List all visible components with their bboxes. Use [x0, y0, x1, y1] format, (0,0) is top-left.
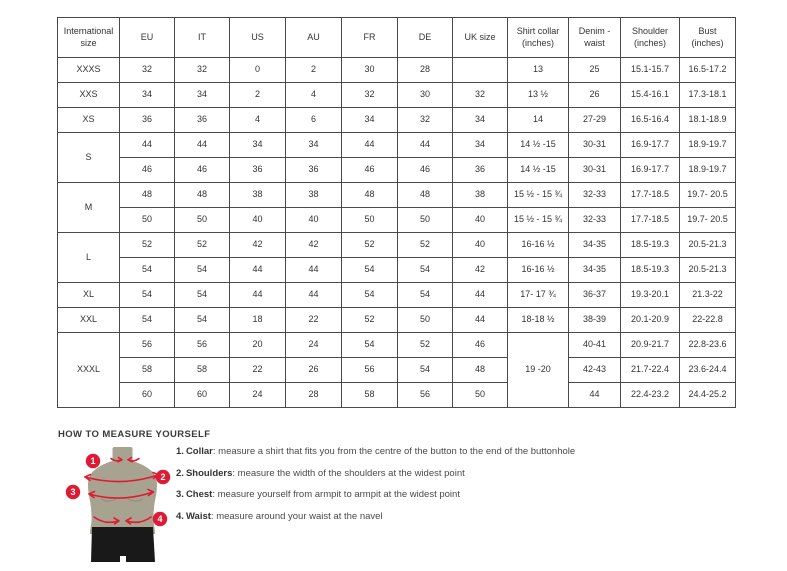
cell: 46 — [175, 158, 230, 183]
item-label: Shoulders — [185, 467, 233, 479]
size-cell: XS — [58, 108, 120, 133]
item-label: Collar — [185, 446, 213, 457]
cell: 25 — [569, 58, 621, 83]
cell: 42 — [453, 258, 508, 283]
size-cell: L — [58, 233, 120, 283]
cell: 54 — [342, 333, 398, 358]
cell: 16-16 ½ — [508, 233, 569, 258]
cell: 48 — [120, 183, 175, 208]
table-row — [58, 108, 736, 133]
badge-4-number: 4 — [157, 514, 163, 525]
cell: 16.5-17.2 — [680, 58, 736, 83]
cell: 56 — [175, 333, 230, 358]
cell: 46 — [342, 158, 398, 183]
item-text: : measure yourself from armpit to armpit at the widest point — [212, 489, 460, 500]
cell: 36 — [175, 108, 230, 133]
cell: 34 — [120, 83, 175, 108]
cell: 42 — [286, 233, 342, 258]
cell: 20.1-20.9 — [621, 308, 680, 333]
cell: 38 — [453, 183, 508, 208]
cell: 56 — [120, 333, 175, 358]
cell: 44 — [286, 258, 342, 283]
cell: 23.6-24.4 — [680, 358, 736, 383]
cell: 52 — [398, 333, 453, 358]
cell: 13 — [508, 58, 569, 83]
cell: 54 — [398, 283, 453, 308]
size-cell: XL — [58, 283, 120, 308]
cell: 40 — [453, 233, 508, 258]
cell: 54 — [398, 358, 453, 383]
col-header: US — [230, 18, 286, 58]
cell: 50 — [398, 208, 453, 233]
cell: 44 — [453, 283, 508, 308]
cell: 30-31 — [569, 133, 621, 158]
item-label: Chest — [185, 489, 213, 500]
cell: 34 — [230, 133, 286, 158]
cell: 20 — [230, 333, 286, 358]
item-text: : measure a shirt that fits you from the centre of the button to the end of the buttonhole — [212, 446, 576, 457]
list-item — [176, 511, 575, 523]
cell: 46 — [453, 333, 508, 358]
cell: 44 — [569, 383, 621, 408]
list-item — [176, 489, 575, 501]
cell: 34 — [453, 133, 508, 158]
col-header: FR — [342, 18, 398, 58]
col-header: AU — [286, 18, 342, 58]
cell: 28 — [286, 383, 342, 408]
cell: 50 — [342, 208, 398, 233]
cell: 16-16 ½ — [508, 258, 569, 283]
cell: 14 ½ -15 — [508, 133, 569, 158]
cell: 54 — [342, 283, 398, 308]
cell: 52 — [342, 233, 398, 258]
cell: 44 — [342, 133, 398, 158]
col-header: EU — [120, 18, 175, 58]
cell: 20.5-21.3 — [680, 258, 736, 283]
col-header: Shirt collar (inches) — [508, 18, 569, 58]
cell: 54 — [398, 258, 453, 283]
cell: 32 — [398, 108, 453, 133]
cell: 24.4-25.2 — [680, 383, 736, 408]
cell: 19.3-20.1 — [621, 283, 680, 308]
cell: 22.8-23.6 — [680, 333, 736, 358]
cell: 34-35 — [569, 233, 621, 258]
cell: 21.7-22.4 — [621, 358, 680, 383]
cell: 34-35 — [569, 258, 621, 283]
cell: 0 — [230, 58, 286, 83]
cell: 26 — [569, 83, 621, 108]
cell: 17.7-18.5 — [621, 208, 680, 233]
item-number: 4. — [176, 510, 184, 522]
cell: 38 — [286, 183, 342, 208]
cell: 30 — [342, 58, 398, 83]
cell: 40 — [453, 208, 508, 233]
cell: 28 — [398, 58, 453, 83]
cell: 48 — [342, 183, 398, 208]
cell: 38-39 — [569, 308, 621, 333]
cell: 44 — [398, 133, 453, 158]
cell: 32 — [120, 58, 175, 83]
cell: 34 — [286, 133, 342, 158]
cell: 48 — [453, 358, 508, 383]
cell: 22-22.8 — [680, 308, 736, 333]
table-row — [58, 208, 736, 233]
size-cell: XXXL — [58, 333, 120, 408]
cell: 54 — [175, 308, 230, 333]
cell: 50 — [398, 308, 453, 333]
table-row — [58, 283, 736, 308]
cell: 18.5-19.3 — [621, 233, 680, 258]
cell: 50 — [175, 208, 230, 233]
cell: 36 — [120, 108, 175, 133]
cell: 32 — [342, 83, 398, 108]
cell: 18-18 ½ — [508, 308, 569, 333]
cell: 42-43 — [569, 358, 621, 383]
measure-instructions-list — [176, 446, 575, 532]
size-cell: M — [58, 183, 120, 233]
cell: 40 — [230, 208, 286, 233]
item-number: 3. — [176, 489, 184, 500]
cell: 15 ½ - 15 ¾ — [508, 208, 569, 233]
cell: 32-33 — [569, 208, 621, 233]
cell: 50 — [453, 383, 508, 408]
cell: 56 — [342, 358, 398, 383]
size-cell: XXL — [58, 308, 120, 333]
cell: 26 — [286, 358, 342, 383]
item-number: 2. — [176, 467, 184, 479]
cell: 32 — [175, 58, 230, 83]
cell: 16.5-16.4 — [621, 108, 680, 133]
cell: 56 — [398, 383, 453, 408]
table-row — [58, 158, 736, 183]
cell: 15 ½ - 15 ¾ — [508, 183, 569, 208]
cell: 52 — [398, 233, 453, 258]
size-chart-table — [57, 17, 736, 408]
table-row — [58, 308, 736, 333]
list-item — [176, 468, 575, 480]
cell: 52 — [175, 233, 230, 258]
col-header: Shoulder (inches) — [621, 18, 680, 58]
cell: 34 — [342, 108, 398, 133]
cell: 36 — [286, 158, 342, 183]
cell: 40-41 — [569, 333, 621, 358]
header-row — [58, 18, 736, 58]
cell: 44 — [230, 283, 286, 308]
cell: 2 — [286, 58, 342, 83]
item-text: : measure the width of the shoulders at the widest point — [232, 467, 465, 479]
cell: 16.9-17.7 — [621, 158, 680, 183]
size-cell: XXXS — [58, 58, 120, 83]
table-row — [58, 358, 736, 383]
table-row — [58, 383, 736, 408]
cell: 44 — [120, 133, 175, 158]
cell: 58 — [175, 358, 230, 383]
cell: 16.9-17.7 — [621, 133, 680, 158]
cell: 46 — [398, 158, 453, 183]
table-row — [58, 83, 736, 108]
cell: 34 — [175, 83, 230, 108]
table-row — [58, 183, 736, 208]
col-header: Denim - waist — [569, 18, 621, 58]
cell: 4 — [286, 83, 342, 108]
badge-2-number: 2 — [160, 472, 166, 483]
table-row — [58, 233, 736, 258]
cell: 54 — [175, 258, 230, 283]
cell: 42 — [230, 233, 286, 258]
cell: 4 — [230, 108, 286, 133]
cell: 36 — [230, 158, 286, 183]
cell: 14 — [508, 108, 569, 133]
size-cell: XXS — [58, 83, 120, 108]
col-header: DE — [398, 18, 453, 58]
cell: 32 — [453, 83, 508, 108]
cell: 21.3-22 — [680, 283, 736, 308]
cell: 32-33 — [569, 183, 621, 208]
mannequin-illustration — [64, 446, 176, 566]
cell: 19 -20 — [508, 333, 569, 408]
badge-3-number: 3 — [70, 487, 76, 498]
cell: 13 ½ — [508, 83, 569, 108]
cell: 44 — [175, 133, 230, 158]
cell: 54 — [342, 258, 398, 283]
cell: 20.5-21.3 — [680, 233, 736, 258]
table-row — [58, 333, 736, 358]
cell: 19.7- 20.5 — [680, 208, 736, 233]
badge-1-number: 1 — [90, 456, 96, 467]
table-row — [58, 258, 736, 283]
cell: 18.9-19.7 — [680, 133, 736, 158]
cell: 44 — [453, 308, 508, 333]
cell: 36 — [453, 158, 508, 183]
cell: 36-37 — [569, 283, 621, 308]
cell: 54 — [120, 283, 175, 308]
cell: 18 — [230, 308, 286, 333]
cell: 18.1-18.9 — [680, 108, 736, 133]
col-header: International size — [58, 18, 120, 58]
cell: 60 — [175, 383, 230, 408]
cell: 22 — [286, 308, 342, 333]
col-header: IT — [175, 18, 230, 58]
size-cell: S — [58, 133, 120, 183]
item-text: : measure around your waist at the navel — [210, 510, 383, 522]
cell: 52 — [120, 233, 175, 258]
table-row — [58, 58, 736, 83]
cell: 58 — [342, 383, 398, 408]
cell: 17.3-18.1 — [680, 83, 736, 108]
cell: 18.9-19.7 — [680, 158, 736, 183]
cell: 24 — [230, 383, 286, 408]
cell: 6 — [286, 108, 342, 133]
mannequin-figure — [64, 446, 176, 566]
list-item — [176, 446, 575, 458]
cell: 17.7-18.5 — [621, 183, 680, 208]
cell: 52 — [342, 308, 398, 333]
cell: 30-31 — [569, 158, 621, 183]
measure-section-title: HOW TO MEASURE YOURSELF — [58, 429, 211, 440]
cell: 50 — [120, 208, 175, 233]
table-row — [58, 133, 736, 158]
cell: 19.7- 20.5 — [680, 183, 736, 208]
cell: 18.5-19.3 — [621, 258, 680, 283]
cell: 54 — [120, 308, 175, 333]
cell: 30 — [398, 83, 453, 108]
shorts-shape — [91, 527, 155, 562]
cell: 15.1-15.7 — [621, 58, 680, 83]
col-header: UK size — [453, 18, 508, 58]
cell: 15.4-16.1 — [621, 83, 680, 108]
cell — [453, 58, 508, 83]
cell: 54 — [120, 258, 175, 283]
cell: 46 — [120, 158, 175, 183]
cell: 48 — [398, 183, 453, 208]
cell: 58 — [120, 358, 175, 383]
cell: 2 — [230, 83, 286, 108]
item-label: Waist — [185, 510, 211, 522]
cell: 24 — [286, 333, 342, 358]
cell: 60 — [120, 383, 175, 408]
cell: 38 — [230, 183, 286, 208]
col-header: Bust (inches) — [680, 18, 736, 58]
cell: 44 — [230, 258, 286, 283]
item-number: 1. — [176, 446, 184, 457]
cell: 17- 17 ¾ — [508, 283, 569, 308]
cell: 34 — [453, 108, 508, 133]
cell: 27-29 — [569, 108, 621, 133]
cell: 20.9-21.7 — [621, 333, 680, 358]
cell: 48 — [175, 183, 230, 208]
cell: 54 — [175, 283, 230, 308]
cell: 44 — [286, 283, 342, 308]
cell: 22.4-23.2 — [621, 383, 680, 408]
cell: 14 ½ -15 — [508, 158, 569, 183]
cell: 40 — [286, 208, 342, 233]
cell: 22 — [230, 358, 286, 383]
